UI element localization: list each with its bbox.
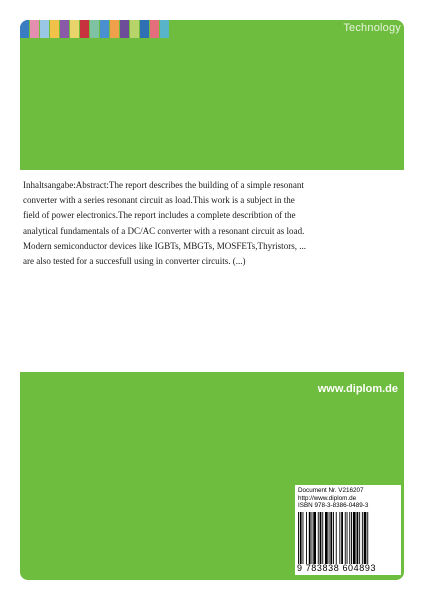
abstract-line: are also tested for a succesfull using in converter circuits. (...) bbox=[23, 255, 246, 266]
color-stripe bbox=[150, 20, 159, 38]
color-stripe bbox=[110, 20, 119, 38]
barcode-digits: 9 783838 604893 bbox=[297, 563, 377, 573]
category-label: Technology bbox=[343, 22, 401, 34]
color-stripe bbox=[70, 20, 79, 38]
color-stripe bbox=[20, 20, 29, 38]
color-stripe bbox=[80, 20, 89, 38]
document-meta bbox=[298, 487, 368, 510]
publisher-website[interactable]: www.diplom.de bbox=[317, 383, 398, 395]
color-stripe bbox=[60, 20, 69, 38]
isbn-box bbox=[295, 485, 401, 575]
abstract-line: Inhaltsangabe:Abstract:The report describes the building of a simple resonant bbox=[23, 180, 304, 190]
barcode bbox=[298, 512, 398, 564]
color-stripe bbox=[50, 20, 59, 38]
color-stripe bbox=[130, 20, 139, 38]
document-url: http://www.diplom.de bbox=[298, 494, 357, 502]
top-cover-panel bbox=[20, 20, 404, 170]
color-stripes bbox=[20, 20, 170, 38]
color-stripe bbox=[140, 20, 149, 38]
abstract-line: Modern semiconductor devices like IGBTs, MBGTs, MOSFETs,Thyristors, ... bbox=[23, 240, 307, 251]
color-stripe bbox=[30, 20, 39, 38]
abstract-text bbox=[23, 178, 401, 269]
abstract-line: field of power electronics.The report includes a complete describtion of the bbox=[23, 210, 296, 221]
isbn-number: ISBN 978-3-8386-0489-3 bbox=[298, 502, 369, 509]
color-stripe bbox=[160, 20, 169, 38]
color-stripe bbox=[120, 20, 129, 38]
abstract-line: converter with a series resonant circuit as load.This work is a subject in the bbox=[23, 195, 295, 206]
color-stripe bbox=[90, 20, 99, 38]
color-stripe bbox=[40, 20, 49, 38]
document-number: Document Nr. V216207 bbox=[298, 487, 364, 494]
abstract-line: analytical fundamentals of a DC/AC converter with a resonant circuit as load. bbox=[23, 225, 305, 236]
color-stripe bbox=[100, 20, 109, 38]
